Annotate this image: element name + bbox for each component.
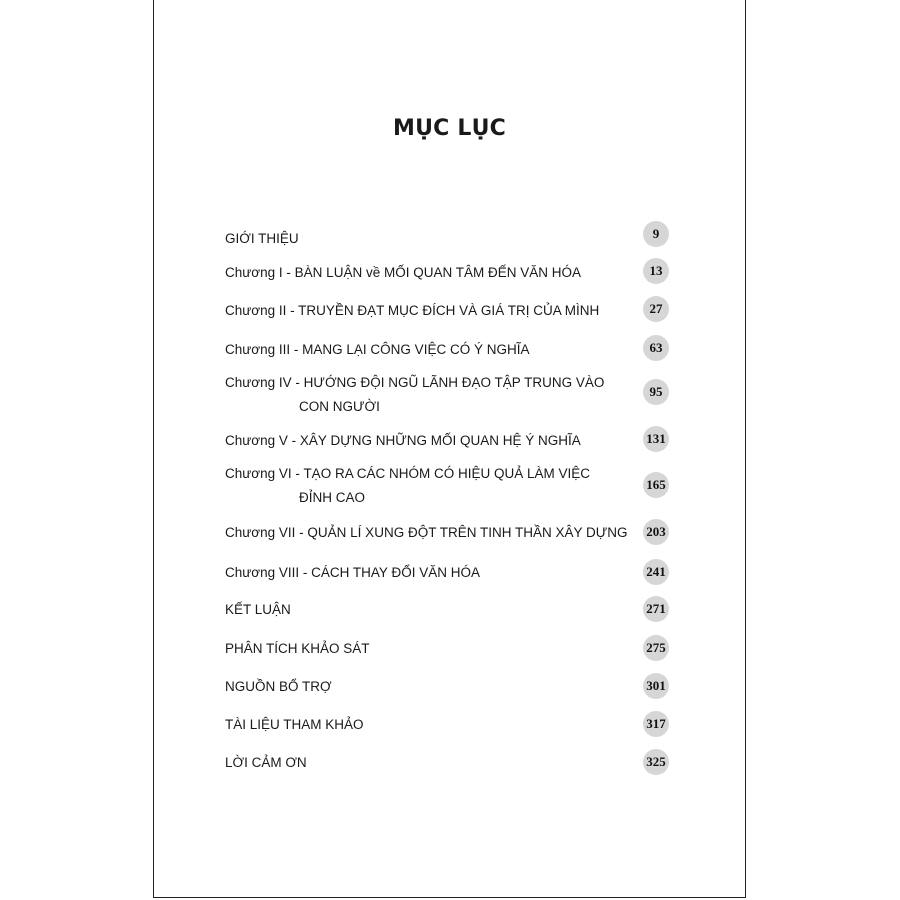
toc-chapter-prefix: Chương IV - xyxy=(225,375,304,390)
toc-entry-chapter-1 xyxy=(225,261,675,285)
toc-page-number: 9 xyxy=(643,221,669,247)
toc-page-number: 241 xyxy=(643,559,669,585)
toc-chapter-prefix: Chương V - xyxy=(225,433,300,448)
toc-entry-label: LỜI CẢM ƠN xyxy=(225,755,307,770)
toc-page-number: 63 xyxy=(643,335,669,361)
toc-entry-survey-analysis xyxy=(225,637,675,661)
toc-chapter-prefix: Chương VI - xyxy=(225,466,304,481)
toc-entry-label: GIỚI THIỆU xyxy=(225,231,299,246)
toc-entry-label: TÀI LIỆU THAM KHẢO xyxy=(225,717,364,732)
toc-entry-label: PHÂN TÍCH KHẢO SÁT xyxy=(225,641,370,656)
book-page xyxy=(153,0,746,898)
toc-page-number: 27 xyxy=(643,296,669,322)
toc-chapter-prefix: Chương II - xyxy=(225,303,299,318)
toc-entry-label: NGUỒN BỔ TRỢ xyxy=(225,679,332,694)
toc-page-number: 131 xyxy=(643,426,669,452)
toc-entry-label: TẠO RA CÁC NHÓM CÓ HIỆU QUẢ LÀM VIỆC xyxy=(303,466,590,481)
toc-entry-label: CÁCH THAY ĐỔI VĂN HÓA xyxy=(311,565,480,580)
toc-chapter-prefix: Chương VII - xyxy=(225,525,308,540)
toc-entry-label: TRUYỀN ĐẠT MỤC ĐÍCH VÀ GIÁ TRỊ CỦA MÌNH xyxy=(298,303,600,318)
toc-entry-chapter-7 xyxy=(225,521,675,545)
toc-page-number: 325 xyxy=(643,749,669,775)
toc-page-number: 13 xyxy=(643,258,669,284)
toc-entry-conclusion xyxy=(225,598,675,622)
toc-entry-chapter-2 xyxy=(225,299,675,323)
toc-chapter-prefix: Chương VIII - xyxy=(225,565,312,580)
toc-page-number: 301 xyxy=(643,673,669,699)
toc-chapter-prefix: Chương I - xyxy=(225,265,295,280)
toc-entry-acknowledgements xyxy=(225,751,675,775)
toc-page-number: 275 xyxy=(643,635,669,661)
toc-entry-label-continued: CON NGƯỜI xyxy=(299,399,380,414)
table-of-contents xyxy=(154,0,745,897)
page-title: MỤC LỤC xyxy=(393,116,506,141)
toc-page-number: 317 xyxy=(643,711,669,737)
toc-entry-label: KẾT LUẬN xyxy=(225,602,291,617)
toc-page-number: 271 xyxy=(643,596,669,622)
toc-entry-introduction xyxy=(225,227,675,251)
toc-entry-label: QUẢN LÍ XUNG ĐỘT TRÊN TINH THẦN XÂY DỰNG xyxy=(307,525,628,540)
toc-entry-label: HƯỚNG ĐỘI NGŨ LÃNH ĐẠO TẬP TRUNG VÀO xyxy=(303,375,605,390)
toc-entry-chapter-5 xyxy=(225,429,675,453)
toc-entry-label: BÀN LUẬN về MỐI QUAN TÂM ĐẾN VĂN HÓA xyxy=(294,265,581,280)
toc-entry-resources xyxy=(225,675,675,699)
toc-entry-label: XÂY DỰNG NHỮNG MỐI QUAN HỆ Ý NGHĨA xyxy=(299,433,581,448)
toc-entry-label-continued: ĐỈNH CAO xyxy=(299,490,366,505)
toc-entry-chapter-8 xyxy=(225,561,675,585)
toc-page-number: 203 xyxy=(643,519,669,545)
toc-page-number: 95 xyxy=(643,379,669,405)
toc-entry-chapter-4 xyxy=(225,371,675,419)
toc-entry-references xyxy=(225,713,675,737)
toc-entry-label: MANG LẠI CÔNG VIỆC CÓ Ý NGHĨA xyxy=(302,342,530,357)
toc-page-number: 165 xyxy=(643,472,669,498)
toc-chapter-prefix: Chương III - xyxy=(225,342,303,357)
toc-entry-chapter-3 xyxy=(225,338,675,362)
toc-entry-chapter-6 xyxy=(225,462,675,510)
